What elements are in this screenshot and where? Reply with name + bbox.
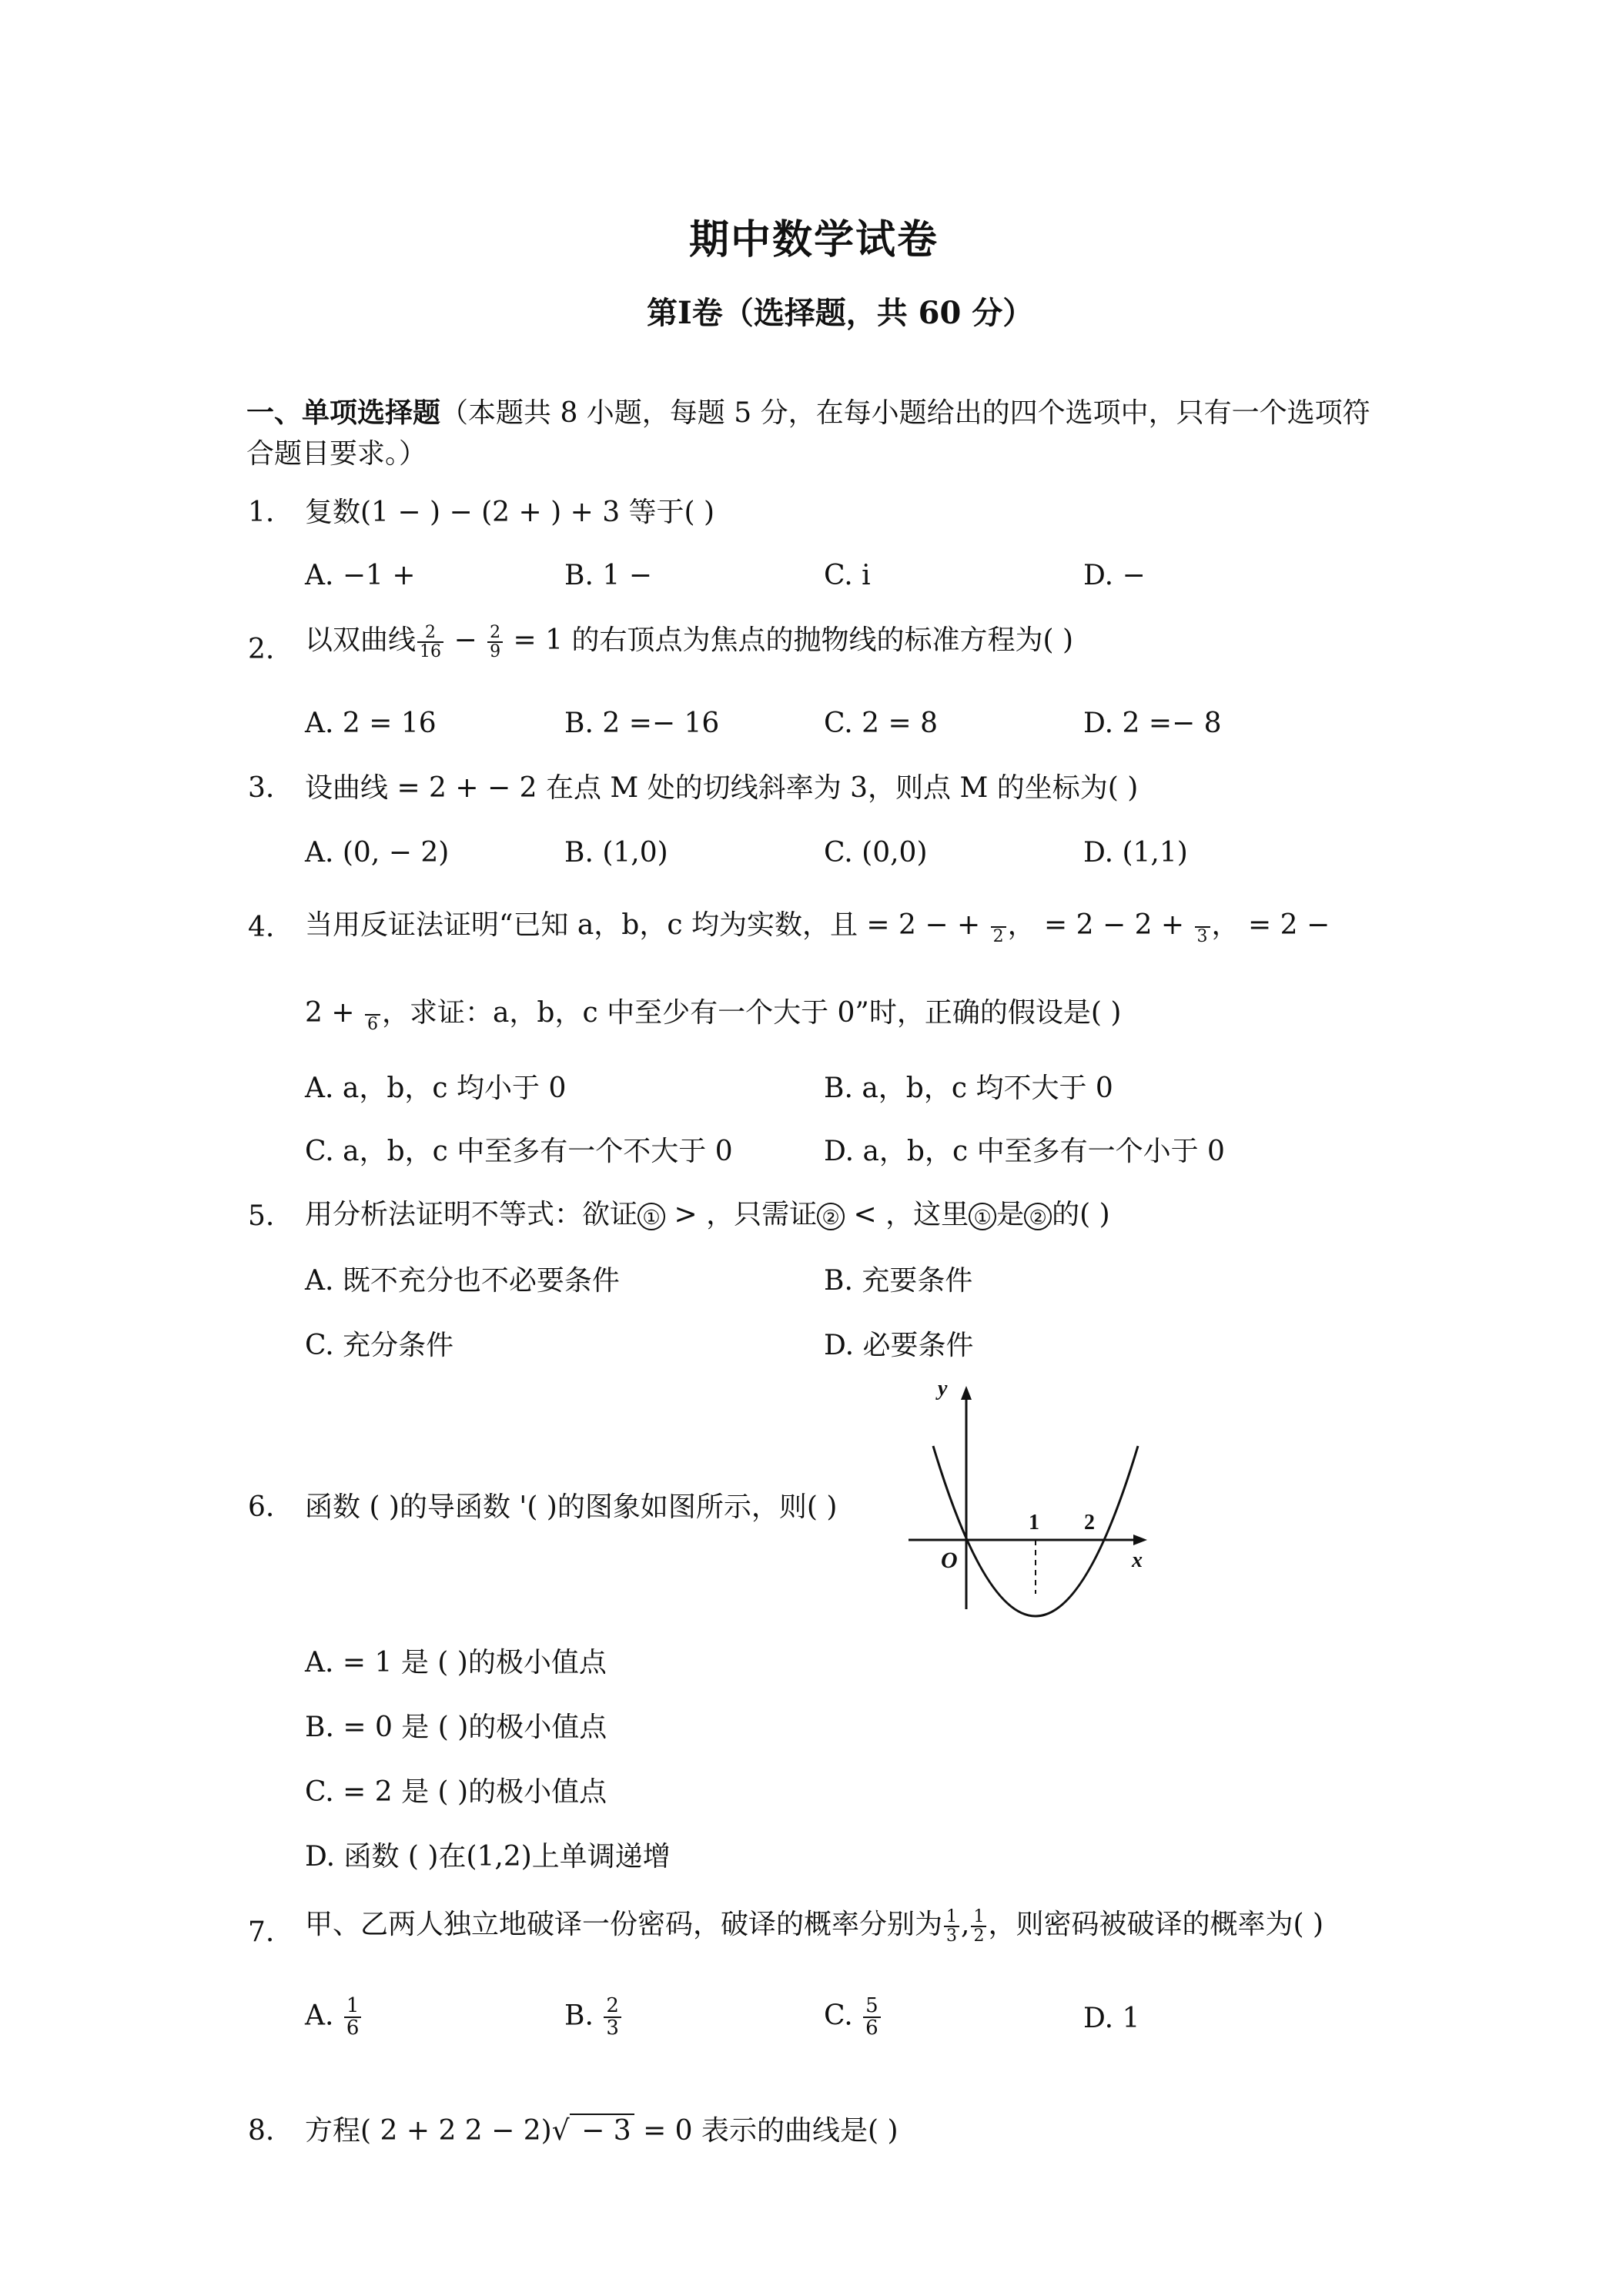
option-label: C. [824,2000,862,2032]
option-b: B. 充要条件 [824,1265,973,1297]
stem-text: ，则密码被破译的概率为( ) [988,1909,1324,1941]
fraction-numerator: 1 [946,1907,958,1926]
fraction-numerator [365,996,380,1014]
fraction [991,909,1006,946]
question-number: 7. [248,1916,275,1948]
stem-text: − [445,624,487,657]
option-c: C. = 2 是 ( )的极小值点 [305,1776,607,1808]
fraction-denominator: 9 [487,641,503,661]
stem-text: > ，只需证 [665,1199,818,1230]
fraction [1195,909,1210,946]
tick-label-2: 2 [1084,1511,1095,1535]
fraction-numerator [1195,909,1210,926]
fraction-numerator: 1 [973,1907,985,1926]
fraction-denominator: 6 [863,2017,881,2039]
option-a [305,1996,363,2040]
fraction [863,1996,881,2040]
section-heading: 一、单项选择题 [246,397,441,429]
question-stem [305,1201,1110,1230]
stem-text: ， = 2 − 2 + [1007,909,1193,942]
stem-text: < ，这里 [845,1199,969,1230]
origin-label: O [941,1548,958,1573]
stem-text: 以双曲线 [305,624,417,657]
option-d: D. a，b，c 中至多有一个小于 0 [824,1136,1225,1167]
option-c: C. (0,0) [824,837,928,869]
stem-text: 甲、乙两人独立地破译一份密码，破译的概率分别为 [305,1909,943,1941]
circled-number: ② [817,1203,845,1230]
question-number: 6. [248,1491,275,1523]
stem-text: 的( ) [1052,1199,1110,1230]
question-stem-cont [305,996,1121,1033]
option-b: B. = 0 是 ( )的极小值点 [305,1712,607,1743]
fraction-denominator: 6 [365,1014,380,1033]
stem-text: ，求证：a，b，c 中至少有一个大于 0”时，正确的假设是( ) [381,997,1122,1029]
radical-icon: √ [551,2115,570,2147]
question-number: 2. [248,634,275,665]
stem-text: 2 + [305,997,363,1029]
question-stem [305,1908,1323,1945]
stem-text: 用分析法证明不等式：欲证 [305,1199,638,1230]
option-b: B. 1 − [564,560,652,591]
option-c: C. i [824,560,871,591]
fraction-numerator: 5 [865,1994,878,2017]
option-a: A. (0, − 2) [305,837,450,869]
option-d: D. 函数 ( )在(1,2)上单调递增 [305,1841,671,1873]
option-c: C. 2 = 8 [824,708,939,739]
fraction-numerator: 2 [490,623,501,642]
option-a: A. −1 + [305,560,416,591]
fraction-denominator: 6 [344,2017,362,2039]
question-number: 3. [248,772,275,804]
fraction-denominator: 2 [991,926,1006,946]
question-stem [305,2117,899,2145]
question-stem: 复数(1 − ) − (2 + ) + 3 等于( ) [305,497,715,528]
option-c [824,1996,882,2040]
option-label: A. [305,2000,343,2032]
option-b [564,1996,623,2040]
x-axis-arrow-icon [1133,1535,1147,1545]
fraction [971,1908,986,1945]
page-title: 期中数学试卷 [689,216,939,263]
option-a: A. 既不充分也不必要条件 [305,1265,620,1297]
option-a: A. a，b，c 均小于 0 [305,1073,567,1104]
stem-text: = 1 的右顶点为焦点的抛物线的标准方程为( ) [504,624,1074,657]
radicand: − 3 [570,2114,634,2147]
fraction [344,1996,362,2040]
fraction-numerator: 2 [606,1994,619,2017]
fraction [417,624,443,661]
question-stem [305,624,1073,661]
question-number: 1. [248,497,275,528]
section-heading-line [246,399,1370,427]
option-b: B. a，b，c 均不大于 0 [824,1073,1113,1104]
option-b: B. (1,0) [564,837,668,869]
fraction-denominator: 16 [417,641,443,661]
question-stem: 函数 ( )的导函数 '( )的图象如图所示，则( ) [305,1491,838,1523]
option-c: C. 充分条件 [305,1330,454,1361]
page-subtitle: 第Ⅰ卷（选择题，共 60 分） [647,295,1034,331]
option-label: B. [564,2000,603,2032]
fraction-numerator: 2 [425,623,437,642]
option-a: A. 2 = 16 [305,708,437,739]
stem-text: , [961,1909,970,1941]
fraction-denominator: 3 [1195,926,1210,946]
option-d: D. 2 =− 8 [1083,708,1222,739]
stem-text: = 0 表示的曲线是( ) [634,2115,899,2147]
fraction-denominator: 2 [971,1926,986,1945]
option-a: A. = 1 是 ( )的极小值点 [305,1647,607,1678]
fraction-numerator: 1 [346,1994,360,2017]
y-axis-label: y [938,1378,948,1401]
tick-label-1: 1 [1029,1511,1039,1535]
fraction [604,1996,621,2040]
question-number: 8. [248,2115,275,2147]
y-axis-arrow-icon [961,1386,972,1400]
question-number: 5. [248,1200,275,1232]
option-c: C. a，b，c 中至多有一个不大于 0 [305,1136,733,1167]
stem-text: 当用反证法证明“已知 a，b，c 均为实数，且 = 2 − + [305,909,989,942]
question-stem [305,909,1330,946]
fraction [487,624,503,661]
x-axis-label: x [1132,1548,1143,1572]
question-stem: 设曲线 = 2 + − 2 在点 M 处的切线斜率为 3，则点 M 的坐标为( ) [305,772,1139,804]
section-description: （本题共 8 小题，每题 5 分，在每小题给出的四个选项中，只有一个选项符 [440,397,1370,429]
option-d: D. 必要条件 [824,1330,974,1361]
fraction [365,996,380,1033]
circled-number: ① [969,1203,996,1230]
section-description-cont: 合题目要求。） [246,438,427,470]
circled-number: ① [637,1203,665,1230]
option-b: B. 2 =− 16 [564,708,720,739]
circled-number: ② [1024,1203,1052,1230]
option-d: D. 1 [1083,2003,1140,2034]
question-number: 4. [248,912,275,943]
fraction-numerator [991,909,1006,926]
fraction [944,1908,959,1945]
stem-text: 是 [996,1199,1025,1230]
derivative-graph [893,1378,1155,1625]
option-d: D. − [1083,560,1146,591]
stem-text: ， = 2 − [1211,909,1330,942]
option-d: D. (1,1) [1083,837,1188,869]
stem-text: 方程( 2 + 2 2 − 2) [305,2115,552,2147]
fraction-denominator: 3 [604,2017,621,2039]
fraction-denominator: 3 [944,1926,959,1945]
